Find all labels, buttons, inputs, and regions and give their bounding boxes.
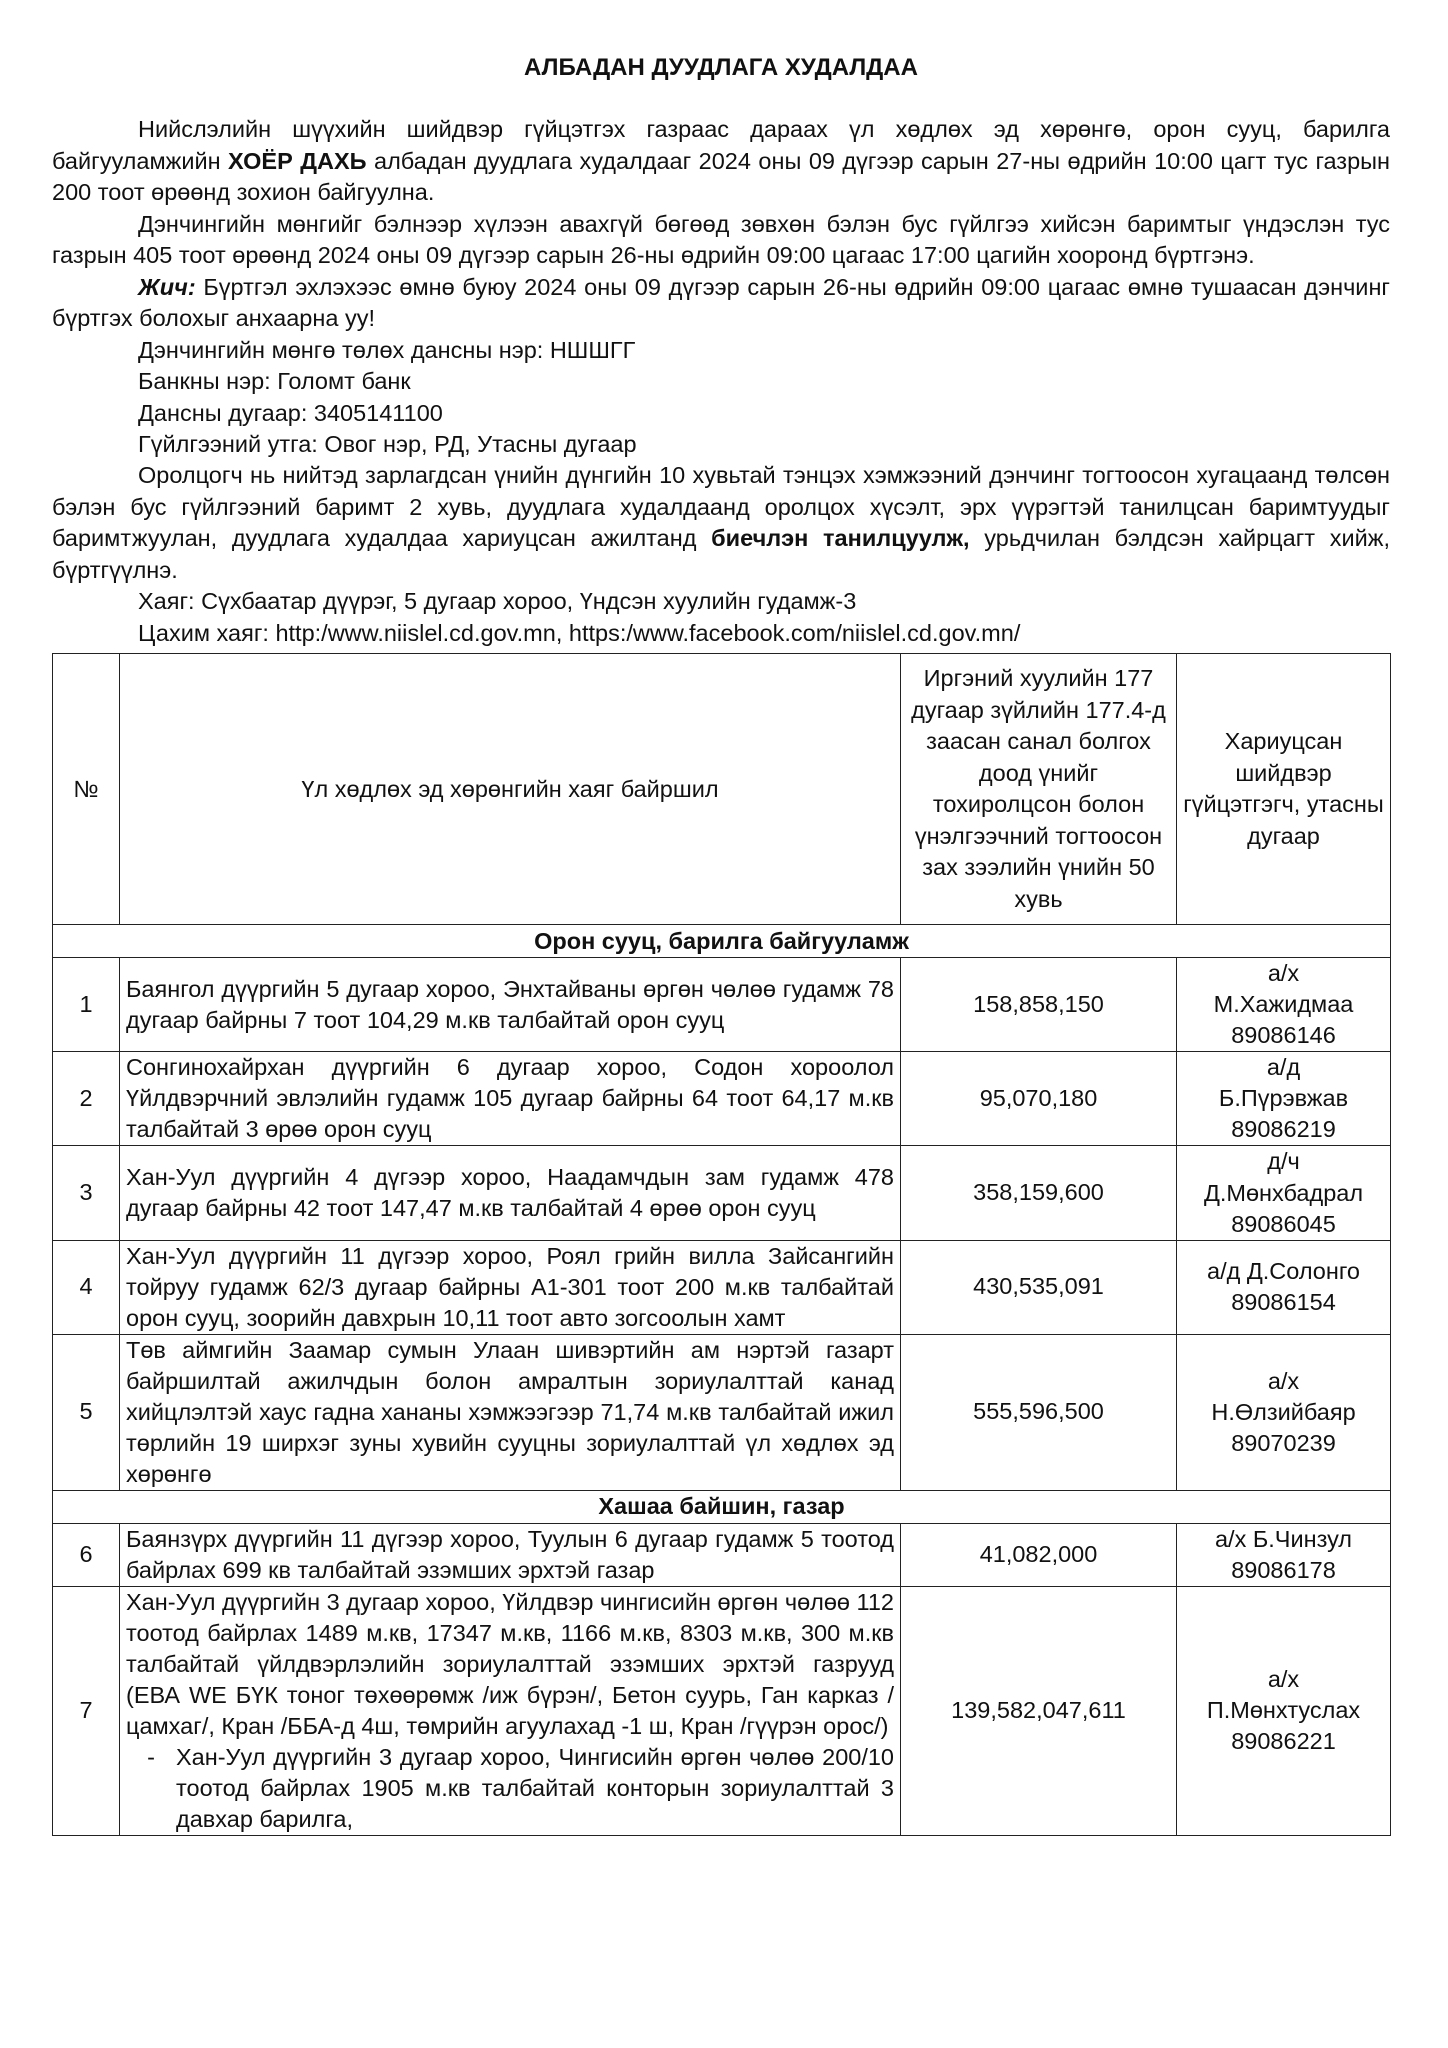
intro-p4-text: Оролцогч нь нийтэд зарлагдсан үнийн дүнгийн 10 хувьтай тэнцэх хэмжээний дэнчинг тогтоосон хугацаанд төлсөн бэлэн бус гүйлгээний баримт 2 хувь, дуудлага худалдаанд оролцох хүсэлт, эрх үүрэгтэй танилцсан баримтуудыг баримтжуулан, дуудлага худалдаа хариуцсан ажилтанд bbox=[52, 462, 1390, 552]
resp-title: а/х bbox=[1267, 960, 1300, 987]
row-price: 139,582,047,611 bbox=[901, 1586, 1177, 1835]
row-address-main: Хан-Уул дүүргийн 3 дугаар хороо, Үйлдвэр чингисийн өргөн чөлөө 112 тоотод байрлах 1489 м.кв, 17347 м.кв, 1166 м.кв, 8303 м.кв, 300 м.кв талбайтай үйлдвэрлэлийн зориулалттай эзэмших эрхтэй газрууд (ЕВА WE БҮК тоног төхөөрөмж /иж бүрэн/, Бетон суурь, Ган карказ /цамхаг/, Кран /ББА-д 4ш, төмрийн агуулахад -1 ш, Кран /гүүрэн орос/) bbox=[126, 1588, 894, 1739]
header-price: Иргэний хуулийн 177 дугаар зүйлийн 177.4-д заасан санал болгох доод үнийг тохиролцсон болон үнэлгээчний тогтоосон зах зээлийн үнийн 50 хувь bbox=[901, 654, 1177, 925]
resp-title: а/х bbox=[1267, 1367, 1300, 1394]
table-row bbox=[53, 1334, 1391, 1490]
resp-name: Д.Мөнхбадрал bbox=[1203, 1179, 1364, 1206]
resp-name: Н.Өлзийбаяр bbox=[1211, 1398, 1356, 1425]
account-name-line: Дэнчингийн мөнгө төлөх дансны нэр: НШШГГ bbox=[138, 336, 636, 363]
header-address: Үл хөдлөх эд хөрөнгийн хаяг байршил bbox=[120, 654, 901, 925]
bullet-text: Хан-Уул дүүргийн 3 дугаар хороо, Чингисийн өргөн чөлөө 200/10 тоотод байрлах 1905 м.кв талбайтай конторын зориулалттай 3 давхар барилга, bbox=[176, 1743, 894, 1832]
address-line: Хаяг: Сүхбаатар дүүрэг, 5 дугаар хороо, Үндсэн хуулийн гудамж-3 bbox=[138, 588, 857, 615]
row-price: 555,596,500 bbox=[901, 1334, 1177, 1490]
resp-title: а/х bbox=[1267, 1666, 1300, 1693]
resp-phone: 89086045 bbox=[1231, 1210, 1336, 1237]
resp-phone: 89086221 bbox=[1231, 1728, 1336, 1755]
web-line: Цахим хаяг: http:/www.niislel.cd.gov.mn, https:/www.facebook.com/niislel.cd.gov.mn/ bbox=[138, 619, 1021, 646]
intro-p1-text: Нийслэлийн шүүхийн шийдвэр гүйцэтгэх газраас дараах үл хөдлөх эд хөрөнгө, орон сууц, барилга байгууламжийн bbox=[52, 116, 1390, 174]
resp-name: П.Мөнхтуслах bbox=[1206, 1697, 1361, 1724]
table-row bbox=[53, 1240, 1391, 1334]
row-no: 6 bbox=[53, 1523, 120, 1586]
row-no: 7 bbox=[53, 1586, 120, 1835]
resp-phone: 89086178 bbox=[1231, 1556, 1336, 1583]
header-responsible: Хариуцсан шийдвэр гүйцэтгэгч, утасны дугаар bbox=[1177, 654, 1391, 925]
resp-title: а/х Б.Чинзул bbox=[1214, 1525, 1353, 1552]
resp-name: Б.Пүрэвжав bbox=[1218, 1085, 1349, 1112]
row-address: Сонгинохайрхан дүүргийн 6 дугаар хороо, Содон хороолол Үйлдвэрчний эвлэлийн гудамж 105 дугаар байрны 64 тоот 64,17 м.кв талбайтай 3 өрөө орон сууц bbox=[120, 1052, 901, 1146]
header-no: № bbox=[53, 654, 120, 925]
section-row-housing bbox=[53, 925, 1391, 958]
property-table bbox=[52, 653, 1391, 1835]
row-price: 158,858,150 bbox=[901, 958, 1177, 1052]
row-responsible bbox=[1177, 1586, 1391, 1835]
resp-phone: 89086146 bbox=[1231, 1022, 1336, 1049]
row-responsible bbox=[1177, 1146, 1391, 1240]
table-header-row bbox=[53, 654, 1391, 925]
intro-section bbox=[52, 114, 1390, 649]
row-no: 2 bbox=[53, 1052, 120, 1146]
intro-p1-rest: албадан дуудлага худалдааг 2024 оны 09 дүгээр сарын 27-ны өдрийн 10:00 цагт тус газрын 200 тоот өрөөнд зохион байгуулна. bbox=[52, 147, 1391, 206]
intro-paragraph-1 bbox=[52, 114, 1390, 208]
row-price: 430,535,091 bbox=[901, 1240, 1177, 1334]
row-address: Хан-Уул дүүргийн 11 дүгээр хороо, Роял грийн вилла Зайсангийн тойруу гудамж 62/3 дугаар байрны А1-301 тоот 200 м.кв талбайтай орон сууц, зоорийн давхрын 10,11 тоот авто зогсоолын хамт bbox=[120, 1240, 901, 1334]
intro-paragraph-2: Дэнчингийн мөнгийг бэлнээр хүлээн авахгүй бөгөөд зөвхөн бэлэн бус гүйлгээ хийсэн баримтыг үндэслэн тус газрын 405 тоот өрөөнд 2024 оны 09 дүгээр сарын 26-ны өдрийн 09:00 цагаас 17:00 цагийн хооронд бүртгэнэ. bbox=[52, 210, 1390, 269]
row-responsible bbox=[1177, 1240, 1391, 1334]
row-responsible bbox=[1177, 1052, 1391, 1146]
resp-title: д/ч bbox=[1267, 1148, 1300, 1175]
resp-phone: 89086219 bbox=[1231, 1116, 1336, 1143]
row-no: 1 bbox=[53, 958, 120, 1052]
row-responsible bbox=[1177, 1523, 1391, 1586]
section-title-land: Хашаа байшин, газар bbox=[53, 1490, 1391, 1523]
table-row bbox=[53, 958, 1391, 1052]
row-responsible bbox=[1177, 1334, 1391, 1490]
intro-p4-rest: урьдчилан бэлдсэн хайрцагт хийж, бүртгүүлнэ. bbox=[52, 525, 1390, 583]
row-price: 95,070,180 bbox=[901, 1052, 1177, 1146]
table-row bbox=[53, 1523, 1391, 1586]
bullet-dash: - bbox=[147, 1743, 155, 1770]
note-label: Жич: bbox=[138, 273, 196, 300]
row-address: Хан-Уул дүүргийн 4 дүгээр хороо, Наадамчдын зам гудамж 478 дугаар байрны 42 тоот 147,47 м.кв талбайтай 4 өрөө орон сууц bbox=[120, 1146, 901, 1240]
resp-phone: 89086154 bbox=[1231, 1289, 1336, 1316]
section-title-housing: Орон сууц, барилга байгууламж bbox=[53, 925, 1391, 958]
bank-name-line: Банкны нэр: Голомт банк bbox=[138, 368, 411, 395]
account-number-line: Дансны дугаар: 3405141100 bbox=[138, 399, 443, 426]
row-address: Баянзүрх дүүргийн 11 дүгээр хороо, Туулын 6 дугаар гудамж 5 тоотод байрлах 699 кв талбайтай эзэмших эрхтэй газар bbox=[120, 1523, 901, 1586]
resp-name: М.Хажидмаа bbox=[1213, 991, 1354, 1018]
table-row bbox=[53, 1052, 1391, 1146]
intro-p1-bold: ХОЁР ДАХЬ bbox=[228, 147, 367, 174]
row-no: 4 bbox=[53, 1240, 120, 1334]
resp-phone: 89070239 bbox=[1231, 1429, 1336, 1456]
address-bullet-item bbox=[126, 1742, 894, 1835]
row-price: 41,082,000 bbox=[901, 1523, 1177, 1586]
note-text: Бүртгэл эхлэхээс өмнө буюу 2024 оны 09 дүгээр сарын 26-ны өдрийн 09:00 цагаас өмнө тушаасан дэнчинг бүртгэх болохыг анхаарна уу! bbox=[52, 273, 1390, 332]
document-page bbox=[52, 52, 1390, 1836]
resp-title: а/д bbox=[1266, 1054, 1301, 1081]
row-no: 5 bbox=[53, 1334, 120, 1490]
row-no: 3 bbox=[53, 1146, 120, 1240]
resp-title: а/д Д.Солонго bbox=[1207, 1258, 1360, 1285]
table-row bbox=[53, 1586, 1391, 1835]
transaction-note-line: Гүйлгээний утга: Овог нэр, РД, Утасны дугаар bbox=[138, 431, 637, 457]
table-row bbox=[53, 1146, 1391, 1240]
page-title: АЛБАДАН ДУУДЛАГА ХУДАЛДАА bbox=[524, 54, 918, 81]
section-row-land bbox=[53, 1490, 1391, 1523]
intro-paragraph-4 bbox=[52, 460, 1390, 586]
row-address: Төв аймгийн Заамар сумын Улаан шивэртийн ам нэртэй газарт байршилтай ажилчдын болон амралтын зориулалттай канад хийцлэлтэй хаус гадна хананы хэмжээгээр 71,74 м.кв талбайтай ижил төрлийн 19 ширхэг зуны хувийн сууцны зориулалттай үл хөдлөх эд хөрөнгө bbox=[120, 1334, 901, 1490]
intro-p4-bold: биечлэн танилцуулж, bbox=[711, 525, 970, 552]
row-address bbox=[120, 1586, 901, 1835]
row-address: Баянгол дүүргийн 5 дугаар хороо, Энхтайваны өргөн чөлөө гудамж 78 дугаар байрны 7 тоот 104,29 м.кв талбайтай орон сууц bbox=[120, 958, 901, 1052]
intro-paragraph-note bbox=[52, 272, 1390, 335]
row-responsible bbox=[1177, 958, 1391, 1052]
row-price: 358,159,600 bbox=[901, 1146, 1177, 1240]
